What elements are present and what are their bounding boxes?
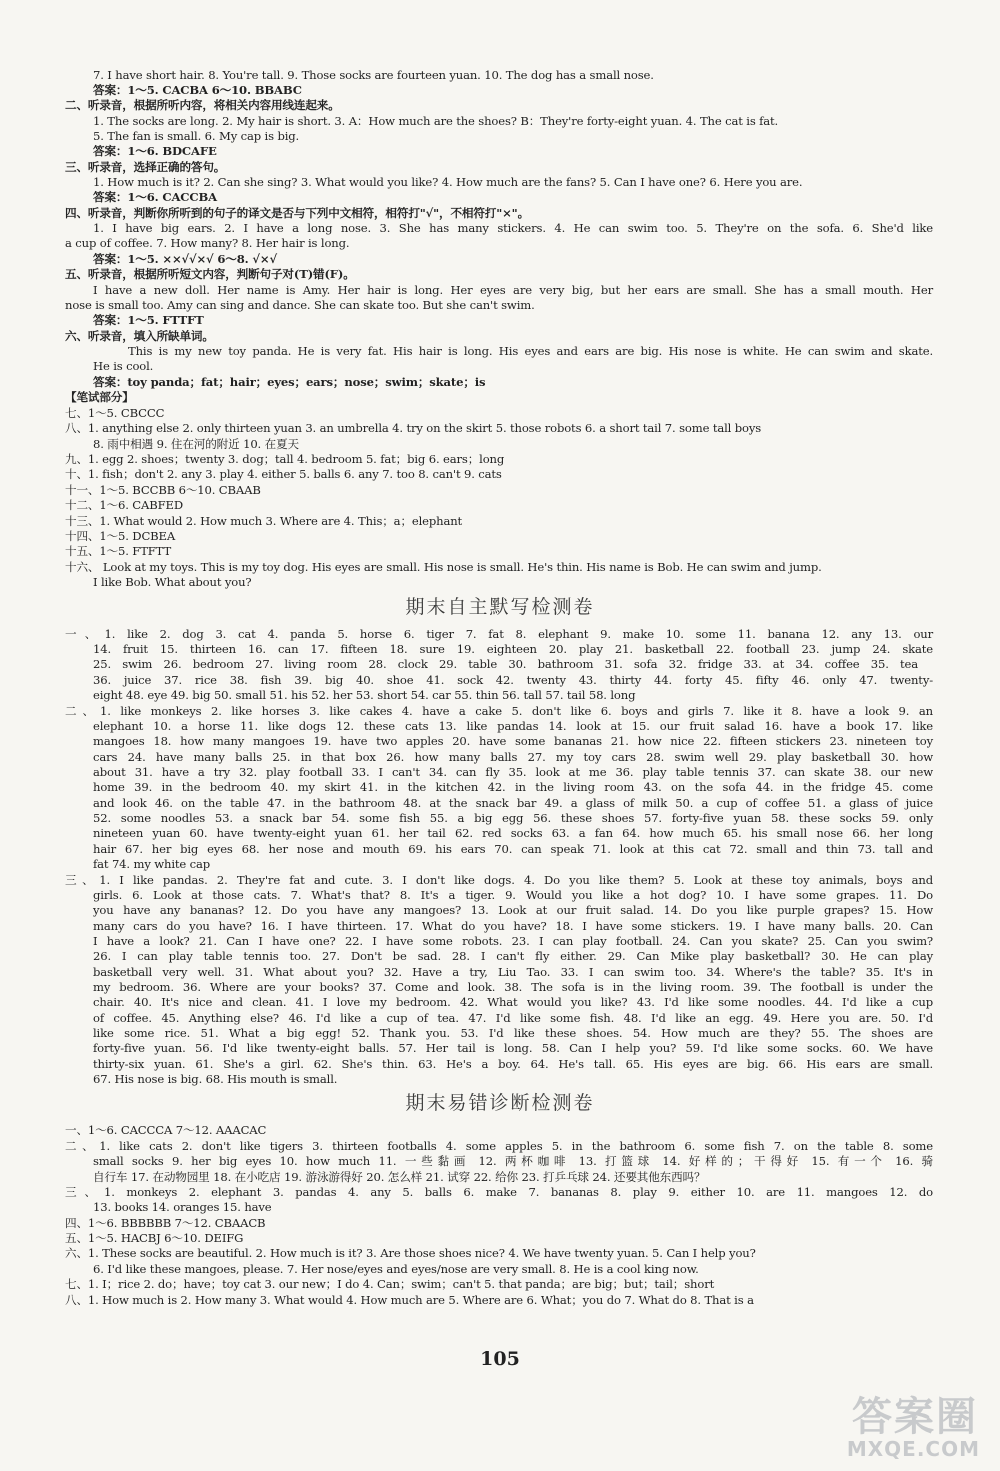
text-line: 八、1. How much is 2. How many 3. What would 4. How much are 5. Where are 6. What；you do 7. What do 8. That is a <box>65 1293 754 1307</box>
text-line: chair. 40. It's nice and clean. 41. I love my bedroom. 42. What would you like? 43. I'd like some noodles. 44. I'd like a cup <box>93 995 933 1009</box>
text-line: 三、1. monkeys 2. elephant 3. pandas 4. any 5. balls 6. make 7. bananas 8. play 9. either 10. are 11. mangoes 12. do <box>65 1185 933 1199</box>
text-line: 答案：1～5. CACBA 6～10. BBABC <box>93 83 302 97</box>
text-line: This is my new toy panda. He is very fat. His hair is long. His eyes and ears are big. His nose is white. He can swim and skate. <box>128 344 933 358</box>
text-line: 26. I can play table tennis too. 27. Don't be sad. 28. I can't fly either. 29. Can Mike play basketball? 30. He can play <box>93 949 933 963</box>
text-line: nineteen yuan 60. have twenty-eight yuan 61. her tail 62. red socks 63. a fan 64. how much 65. his small nose 66. her long <box>93 826 933 840</box>
text-line: 七、1. I；rice 2. do；have；toy cat 3. our new；I do 4. Can；swim；can't 5. that panda；are big；but；tail；short <box>65 1277 715 1291</box>
watermark-logo <box>826 1383 986 1463</box>
text-line: I have a look? 21. Can I have one? 22. I have some robots. 23. I can play football. 24. Can you skate? 25. Can you swim? <box>93 934 933 948</box>
text-line: basketball very well. 31. What about you? 32. Have a try, Liu Tao. 33. I can swim too. 34. Where's the table? 35. It's in <box>93 965 933 979</box>
text-line: 答案：1～5. FTTFT <box>93 313 204 327</box>
text-line: 九、1. egg 2. shoes；twenty 3. dog；tall 4. bedroom 5. fat；big 6. ears；long <box>65 452 505 466</box>
text-line: 十、1. fish；don't 2. any 3. play 4. either 5. balls 6. any 7. too 8. can't 9. cats <box>65 467 502 481</box>
text-line: 一、1～6. CACCCA 7～12. AAACAC <box>65 1123 267 1137</box>
text-line: 52. some noodles 53. a snack bar 54. some fish 55. a big egg 56. these shoes 57. forty-five yuan 58. these socks 59. only <box>93 811 933 825</box>
text-line: 八、1. anything else 2. only thirteen yuan 3. an umbrella 4. try on the skirt 5. those robots 6. a short tail 7. some tall boys <box>65 421 762 435</box>
text-line: girls. 6. Look at those cats. 7. What's that? 8. It's a tiger. 9. Would you like a hot dog? 10. I have some grapes. 11. Do <box>93 888 933 902</box>
text-line: 7. I have short hair. 8. You're tall. 9. Those socks are fourteen yuan. 10. The dog has a small nose. <box>93 68 654 82</box>
text-line: 25. swim 26. bedroom 27. living room 28. clock 29. table 30. bathroom 31. sofa 32. fridge 33. at 34. coffee 35. tea <box>93 657 918 671</box>
text-line: 十三、1. What would 2. How much 3. Where are 4. This；a；elephant <box>65 514 463 528</box>
text-line: elephant 10. a horse 11. like dogs 12. these cats 13. like pandas 14. look at 15. our fruit salad 16. have a book 17. like <box>93 719 933 733</box>
text-line: 十六、 Look at my toys. This is my toy dog. His eyes are small. His nose is small. He's thin. His name is Bob. He can swim and jump. <box>65 560 822 574</box>
text-line: 14. fruit 15. thirteen 16. can 17. fifteen 18. sure 19. eighteen 20. play 21. basketball 22. football 23. jump 24. skate <box>93 642 933 656</box>
text-line: 七、1～5. CBCCC <box>65 406 165 420</box>
page-number: 105 <box>480 1348 520 1370</box>
text-line: like some rice. 51. What a big egg! 52. Thank you. 53. I'd like these shoes. 54. How much are they? 55. The shoes are <box>93 1026 933 1040</box>
watermark-top-text: 答案圈 <box>852 1394 978 1440</box>
text-line: 6. I'd like these mangoes, please. 7. Her nose/eyes and eyes/nose are very small. 8. He is a cool king now. <box>93 1262 699 1276</box>
text-line: 5. The fan is small. 6. My cap is big. <box>93 129 300 143</box>
text-line: 六、1. These socks are beautiful. 2. How much is it? 3. Are those shoes nice? 4. We have twenty yuan. 5. Can I help you? <box>65 1246 756 1260</box>
section-title: 期末易错诊断检测卷 <box>405 1092 595 1114</box>
text-line: mangoes 18. how many mangoes 19. have two apples 20. have some bananas 21. how nice 22. fifteen stickers 23. nineteen toy <box>93 734 933 748</box>
text-line: 1. I have big ears. 2. I have a long nose. 3. She has many stickers. 4. He can swim too. 5. They're on the sofa. 6. She'd like <box>93 221 933 235</box>
text-line: 十一、1～5. BCCBB 6～10. CBAAB <box>65 483 261 497</box>
text-line: 1. The socks are long. 2. My hair is short. 3. A：How much are the shoes? B：They're forty-eight yuan. 4. The cat is fat. <box>93 114 779 128</box>
text-line: cars 24. have many balls 25. in that box 26. how many balls 27. my toy cars 28. swim well 29. play basketball 30. how <box>93 750 933 764</box>
text-line: you have any bananas? 12. Do you have any mangoes? 13. Look at our fruit salad. 14. Do you like purple grapes? 15. How <box>93 903 933 917</box>
text-line: about 31. have a try 32. play football 33. I can't 34. can fly 35. look at me 36. play table tennis 37. can skate 38. our new <box>93 765 933 779</box>
text-line: 二、听录音，根据所听内容，将相关内容用线连起来。 <box>65 98 340 112</box>
text-line: 67. His nose is big. 68. His mouth is small. <box>93 1072 338 1086</box>
text-line: and look 46. on the table 47. in the bathroom 48. at the snack bar 49. a glass of milk 50. a cup of coffee 51. a glass of juice <box>93 796 933 810</box>
text-line: 十二、1～6. CABFED <box>65 498 183 512</box>
text-line: 8. 雨中相遇 9. 住在河的附近 10. 在夏天 <box>93 437 299 451</box>
text-line: many cars do you have? 16. I have thirteen. 17. What do you have? 18. I have some stickers. 19. I have many balls. 20. Can <box>93 919 933 933</box>
text-line: 答案：toy panda；fat；hair；eyes；ears；nose；swim；skate；is <box>93 375 486 389</box>
text-line: forty-five yuan. 56. I'd like twenty-eight balls. 57. Her tail is long. 58. Can I help you? 59. I'd like some socks. 60. We have <box>93 1041 933 1055</box>
text-line: 六、听录音，填入所缺单词。 <box>65 329 214 343</box>
text-line: fat 74. my white cap <box>93 857 211 871</box>
text-line: home 39. in the bedroom 40. my skirt 41. in the kitchen 42. in the living room 43. on the sofa 44. in the fridge 45. come <box>93 780 933 794</box>
text-line: of coffee. 45. Anything else? 46. I'd like a cup of tea. 47. I'd like some fish. 48. I'd like an egg. 49. Here you are. 50. I'd <box>93 1011 933 1025</box>
text-line: 【笔试部分】 <box>65 390 134 404</box>
text-line: thirty-six yuan. 61. She's a girl. 62. She's thin. 63. He's a boy. 64. He's tall. 65. His eyes are big. 66. His ears are small. <box>93 1057 933 1071</box>
text-line: 13. books 14. oranges 15. have <box>93 1200 272 1214</box>
text-line: 一、1. like 2. dog 3. cat 4. panda 5. horse 6. tiger 7. fat 8. elephant 9. make 10. some 11. banana 12. any 13. our <box>65 627 933 641</box>
text-line: 答案：1～6. BDCAFE <box>93 144 217 158</box>
text-line: 36. juice 37. rice 38. fish 39. big 40. shoe 41. sock 42. twenty 43. thirty 44. forty 45. fifty 46. only 47. twenty- <box>93 673 933 687</box>
text-line: 五、1～5. HACBJ 6～10. DEIFG <box>65 1231 244 1245</box>
text-line: 答案：1～6. CACCBA <box>93 190 217 204</box>
text-line: eight 48. eye 49. big 50. small 51. his 52. her 53. short 54. car 55. thin 56. tall 57. tail 58. long <box>93 688 636 702</box>
text-line: 三、1. I like pandas. 2. They're fat and cute. 3. I don't like dogs. 4. Do you like them? 5. Look at these toy animals, boys and <box>65 873 933 887</box>
text-line: nose is small too. Amy can sing and dance. She can skate too. But she can't swim. <box>65 298 535 312</box>
text-line: 二、1. like cats 2. don't like tigers 3. thirteen footballs 4. some apples 5. in the bathroom 6. some fish 7. on the table 8. some <box>65 1139 933 1153</box>
text-line: 十五、1～5. FTFTT <box>65 544 172 558</box>
text-line: hair 67. her big eyes 68. her nose and mouth 69. his ears 70. can speak 71. look at this cat 72. small and thin 73. tall and <box>93 842 933 856</box>
text-line: 四、1～6. BBBBBB 7～12. CBAACB <box>65 1216 266 1230</box>
text-line: 1. How much is it? 2. Can she sing? 3. What would you like? 4. How much are the fans? 5. Can I have one? 6. Here you are. <box>93 175 803 189</box>
text-line: 三、听录音，选择正确的答句。 <box>65 160 226 174</box>
watermark-bottom-text: MXQE.COM <box>846 1437 980 1461</box>
text-line: I have a new doll. Her name is Amy. Her hair is long. Her eyes are very big, but her ears are small. She has a small mouth. Her <box>93 283 933 297</box>
text-line: 十四、1～5. DCBEA <box>65 529 176 543</box>
text-line: 二、1. like monkeys 2. like horses 3. like cakes 4. have a cake 5. don't like 6. boys and girls 7. like it 8. have a look 9. an <box>65 704 933 718</box>
text-line: I like Bob. What about you? <box>93 575 252 589</box>
text-line: 答案：1～5. ××√√×√ 6～8. √×√ <box>93 252 277 266</box>
text-line: 四、听录音，判断你所听到的句子的译文是否与下列中文相符，相符打"√"，不相符打"×"。 <box>65 206 530 220</box>
text-line: 五、听录音，根据所听短文内容，判断句子对(T)错(F)。 <box>65 267 355 281</box>
text-line: my bedroom. 36. Where are your books? 37. Come and look. 38. The sofa is in the living room. 39. The football is under the <box>93 980 933 994</box>
text-line: He is cool. <box>93 359 154 373</box>
section-title: 期末自主默写检测卷 <box>405 596 595 618</box>
text-line: small socks 9. her big eyes 10. how much 11. 一些黏画 12. 两杯咖啡 13. 打篮球 14. 好样的；干得好 15. 有一个 16. 骑 <box>93 1154 933 1168</box>
text-line: 自行车 17. 在动物园里 18. 在小吃店 19. 游泳游得好 20. 怎么样 21. 试穿 22. 给你 23. 打乒乓球 24. 还要其他东西吗？ <box>93 1170 706 1184</box>
text-line: a cup of coffee. 7. How many? 8. Her hair is long. <box>65 236 350 250</box>
